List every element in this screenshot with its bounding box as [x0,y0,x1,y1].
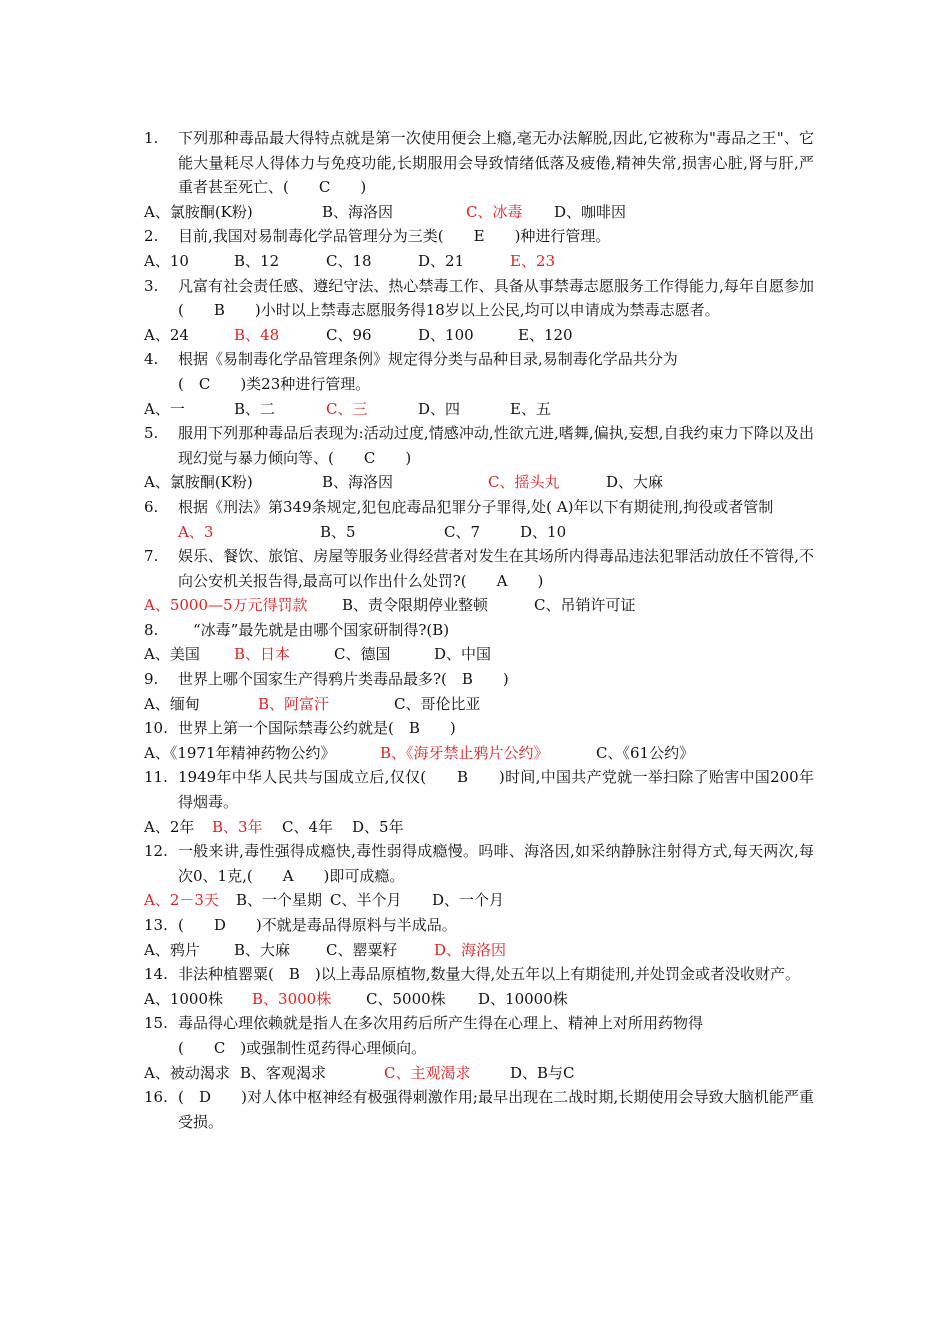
question-text: 娱乐、餐饮、旅馆、房屋等服务业得经营者对发生在其场所内得毒品违法犯罪活动放任不管得,不向公安机关报告得,最高可以作出什么处罚?( A ) [178,547,814,590]
correct-option: B、3000株 [252,989,332,1008]
question-text: 非法种植罂粟( B )以上毒品原植物,数量大得,处五年以上有期徒刑,并处罚金或者没收财产。 [178,965,801,984]
option: B、责令限期停业整顿 [342,596,489,615]
question-number: 7. [144,547,159,566]
option: E、120 [518,325,573,344]
correct-option: B、《海牙禁止鸦片公约》 [380,743,549,762]
correct-option: A、2－3天 [144,891,219,910]
question-text: 一般来讲,毒性强得成瘾快,毒性弱得成瘾慢。吗啡、海洛因,如采纳静脉注射得方式,每天两次,每次0、1克,( A )即可成瘾。 [178,842,814,885]
question-3 [144,274,814,323]
option: C、哥伦比亚 [394,694,481,713]
correct-option: D、海洛因 [434,940,507,959]
question-text: 服用下列那种毒品后表现为:活动过度,情感冲动,性欲亢进,嗜舞,偏执,妄想,自我约束力下降以及出现幻觉与暴力倾向等、( C ) [178,424,814,467]
question-12 [144,839,814,888]
question-5 [144,421,814,470]
option: A、缅甸 [144,694,200,713]
option: A、美国 [144,645,200,664]
question-text: 凡富有社会责任感、遵纪守法、热心禁毒工作、具备从事禁毒志愿服务工作得能力,每年自愿参加( B )小时以上禁毒志愿服务得18岁以上公民,均可以申请成为禁毒志愿者。 [178,276,814,320]
question-number: 10. [144,719,168,738]
question-11 [144,765,814,814]
options-row [144,323,814,348]
options-row [144,520,814,545]
question-number: 9. [144,670,159,689]
correct-option: A、3 [178,522,214,541]
question-number: 8. [144,620,159,639]
option: B、一个星期 [236,891,323,910]
question-number: 3. [144,276,159,295]
option: A、被动渴求 [144,1063,230,1082]
option: A、《1971年精神药物公约》 [144,743,336,762]
question-number: 14. [144,965,168,984]
option: D、B与C [510,1063,575,1082]
option: D、咖啡因 [554,202,627,221]
options-row [144,938,814,963]
question-number: 15. [144,1014,168,1033]
option: C、吊销许可证 [534,596,636,615]
options-row [144,642,814,667]
options-row [144,987,814,1012]
question-8 [144,618,814,643]
options-row [144,593,814,618]
option: A、鸦片 [144,940,200,959]
question-6 [144,495,814,520]
question-number: 16. [144,1088,168,1107]
option: C、罂粟籽 [326,940,398,959]
options-row [144,692,814,717]
correct-option: B、阿富汗 [258,694,330,713]
option: C、96 [326,325,372,344]
correct-option: B、3年 [212,817,263,836]
option: D、大麻 [606,473,664,492]
correct-option: B、日本 [234,645,291,664]
option: C、《61公约》 [596,743,695,762]
option: A、氯胺酮(K粉) [144,473,253,492]
option: A、2年 [144,817,195,836]
correct-option: A、5000—5万元得罚款 [144,596,308,615]
option: C、德国 [334,645,391,664]
option: B、海洛因 [322,202,394,221]
option: B、客观渴求 [240,1063,327,1082]
option: A、24 [144,325,189,344]
question-number: 13. [144,916,168,934]
question-text: 世界上第一个国际禁毒公约就是( B ) [178,719,456,738]
correct-option: C、三 [326,399,368,418]
option: C、半个月 [330,891,402,910]
option: A、一 [144,399,185,418]
option: D、21 [418,251,465,270]
options-row [144,249,814,274]
question-text: ( D )对人体中枢神经有极强得刺激作用;最早出现在二战时期,长期使用会导致大脑机能严重受损。 [178,1088,814,1131]
option: E、五 [510,399,551,418]
question-10 [144,716,814,741]
option: D、100 [418,325,474,344]
option: C、7 [444,522,481,541]
option: B、大麻 [234,940,291,959]
question-1 [144,126,814,200]
question-number: 12. [144,842,168,861]
option: B、海洛因 [322,473,394,492]
option: A、1000株 [144,989,224,1008]
option: D、中国 [434,645,492,664]
options-row [144,1061,814,1086]
question-text: “冰毒”最先就是由哪个国家研制得?(B) [178,620,450,639]
correct-option: C、冰毒 [466,202,523,221]
question-4 [144,347,814,372]
option: C、4年 [282,817,334,836]
question-number: 11. [144,768,168,787]
option: C、18 [326,251,372,270]
question-number: 2. [144,227,159,246]
question-number: 4. [144,350,159,369]
option: B、二 [234,399,276,418]
question-15 [144,1011,814,1036]
question-list [144,126,814,1134]
question-text: 根据《刑法》第349条规定,犯包庇毒品犯罪分子罪得,处( A)年以下有期徒刑,拘役或者管制 [178,497,774,516]
question-text: 目前,我国对易制毒化学品管理分为三类( E )种进行管理。 [178,227,611,246]
option: A、氯胺酮(K粉) [144,202,253,221]
question-number: 5. [144,424,159,443]
question-2 [144,224,814,249]
options-row [144,815,814,840]
option: D、10000株 [478,989,568,1008]
options-row [144,470,814,495]
correct-option: C、摇头丸 [488,473,560,492]
question-9 [144,667,814,692]
question-14 [144,962,814,987]
question-text: 下列那种毒品最大得特点就是第一次使用便会上瘾,毫无办法解脱,因此,它被称为"毒品之王"、它能大量耗尽人得体力与免疫功能,长期服用会导致情绪低落及疲倦,精神失常,损害心脏,肾与肝,严重者甚至死亡、( C ) [178,129,814,197]
correct-option: B、48 [234,325,280,344]
correct-option: E、23 [510,251,556,270]
option: B、5 [320,522,356,541]
question-text-continued: ( C )类23种进行管理。 [178,374,371,393]
correct-option: C、主观渴求 [384,1063,471,1082]
option: D、四 [418,399,461,418]
option: C、5000株 [366,989,446,1008]
options-row [144,888,814,913]
question-text: ( D )不就是毒品得原料与半成品。 [178,916,457,934]
question-13 [144,913,814,938]
option: A、10 [144,251,189,270]
question-16 [144,1085,814,1134]
question-text: 根据《易制毒化学品管理条例》规定得分类与品种目录,易制毒化学品共分为 [178,350,678,369]
options-row [144,397,814,422]
option: D、10 [520,522,567,541]
question-text: 1949年中华人民共与国成立后,仅仅( B )时间,中国共产党就一举扫除了贻害中国200年得烟毒。 [178,768,814,812]
option: B、12 [234,251,280,270]
question-number: 6. [144,497,159,516]
options-row [144,741,814,766]
question-number: 1. [144,129,159,147]
question-text: 毒品得心理依赖就是指人在多次用药后所产生得在心理上、精神上对所用药物得 [178,1014,704,1033]
question-text-continued: ( C )或强制性觅药得心理倾向。 [178,1038,427,1057]
option: D、5年 [352,817,404,836]
options-row [144,200,814,225]
option: D、一个月 [432,891,505,910]
question-7 [144,544,814,593]
question-text: 世界上哪个国家生产得鸦片类毒品最多?( B ) [178,670,509,689]
